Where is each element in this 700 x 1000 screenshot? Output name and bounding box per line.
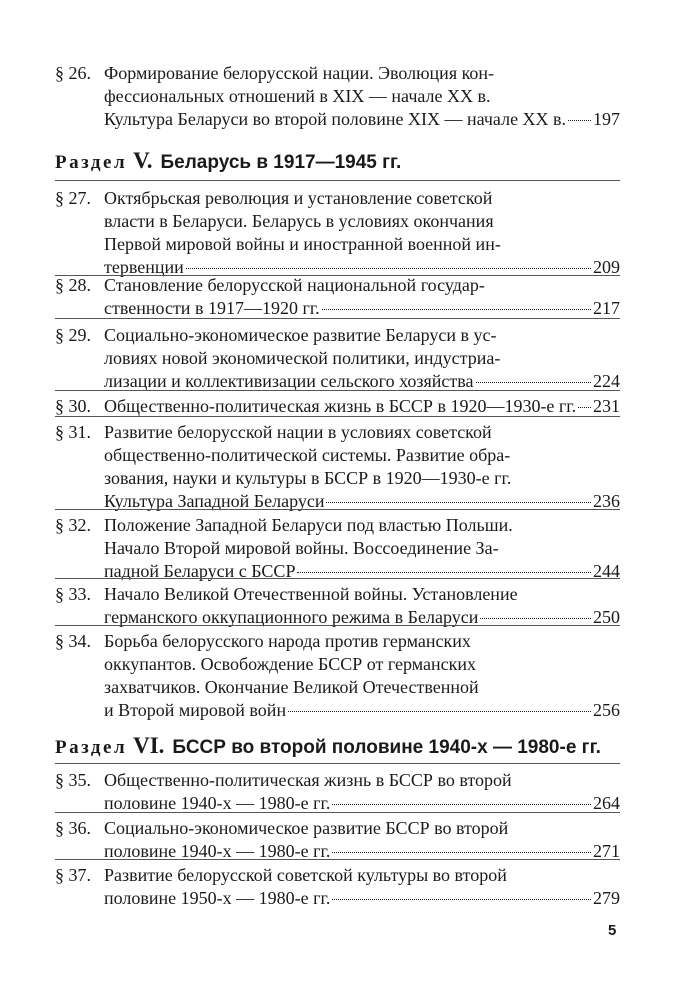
divider — [55, 625, 620, 626]
entry-page: 224 — [593, 371, 620, 391]
dot-leader — [288, 710, 591, 712]
entry-line: Положение Западной Беларуси под властью Польши. — [104, 515, 513, 535]
section-title: Беларусь в 1917—1945 гг. — [160, 152, 402, 173]
entry-line: и Второй мировой войн — [104, 700, 287, 720]
entry-line: оккупантов. Освобождение БССР от германских — [104, 654, 477, 674]
dot-leader — [568, 119, 591, 121]
entry-page: 217 — [593, 298, 620, 318]
entry-number: § 29. — [55, 325, 91, 345]
entry-line: ловиях новой экономической политики, индустриа- — [104, 348, 501, 368]
entry-number: § 36. — [55, 818, 91, 838]
divider — [55, 812, 620, 813]
entry-number: § 30. — [55, 396, 91, 416]
entry-line: зования, науки и культуры в БССР в 1920—1930-е гг. — [104, 468, 512, 488]
toc-entry[interactable] — [55, 630, 620, 722]
entry-number: § 37. — [55, 865, 91, 885]
entry-line: Развитие белорусской нации в условиях советской — [104, 422, 492, 442]
section-heading — [55, 733, 601, 759]
entry-page: 209 — [593, 257, 620, 277]
section-heading — [55, 148, 401, 174]
dot-leader — [578, 406, 591, 408]
toc-entry[interactable] — [55, 274, 620, 320]
entry-line: общественно-политической системы. Развитие обра- — [104, 445, 511, 465]
entry-page: 231 — [593, 396, 620, 416]
dot-leader — [326, 501, 591, 503]
entry-line: падной Беларуси с БССР — [104, 561, 296, 581]
divider — [55, 416, 620, 417]
toc-entry[interactable] — [55, 583, 620, 629]
entry-line: Начало Великой Отечественной войны. Установление — [104, 584, 518, 604]
toc-entry[interactable] — [55, 395, 620, 418]
entry-page: 264 — [593, 793, 620, 813]
section-title: БССР во второй половине 1940-х — 1980-е гг. — [172, 737, 601, 758]
dot-leader — [476, 381, 591, 383]
divider — [55, 180, 620, 181]
entry-number: § 35. — [55, 770, 91, 790]
entry-line: Борьба белорусского народа против германских — [104, 631, 471, 651]
entry-line: лизации и коллективизации сельского хозяйства — [104, 371, 474, 391]
toc-entry[interactable] — [55, 769, 620, 815]
entry-number: § 32. — [55, 515, 91, 535]
section-word: Раздел — [55, 737, 128, 758]
entry-number: § 31. — [55, 422, 91, 442]
entry-line: Первой мировой войны и иностранной военной ин- — [104, 234, 501, 254]
entry-line: Развитие белорусской советской культуры во второй — [104, 865, 507, 885]
toc-entry[interactable] — [55, 817, 620, 863]
entry-line: фессиональных отношений в XIX — начале XX в. — [104, 86, 491, 106]
dot-leader — [332, 803, 591, 805]
entry-line: Культура Западной Беларуси — [104, 491, 325, 511]
section-roman: VI. — [133, 733, 165, 758]
toc-entry[interactable] — [55, 514, 620, 583]
entry-line: Социально-экономическое развитие Беларуси в ус- — [104, 325, 497, 345]
entry-page: 250 — [593, 607, 620, 627]
entry-number: § 26. — [55, 63, 91, 83]
dot-leader — [332, 898, 591, 900]
dot-leader — [297, 571, 591, 573]
entry-line: Социально-экономическое развитие БССР во второй — [104, 818, 509, 838]
toc-entry[interactable] — [55, 864, 620, 910]
toc-entry[interactable] — [55, 187, 620, 279]
divider — [55, 390, 620, 391]
dot-leader — [332, 851, 591, 853]
entry-line: Культура Беларуси во второй половине XIX — начале XX в. — [104, 109, 567, 129]
entry-page: 271 — [593, 841, 620, 861]
divider — [55, 509, 620, 510]
entry-number: § 27. — [55, 188, 91, 208]
entry-line: ственности в 1917—1920 гг. — [104, 298, 320, 318]
toc-entry[interactable] — [55, 324, 620, 393]
page-number: 5 — [608, 922, 617, 939]
entry-line: Начало Второй мировой войны. Воссоединение За- — [104, 538, 499, 558]
entry-page: 244 — [593, 561, 620, 581]
entry-number: § 28. — [55, 275, 91, 295]
entry-number: § 33. — [55, 584, 91, 604]
dot-leader — [322, 308, 591, 310]
dot-leader — [480, 617, 591, 619]
section-word: Раздел — [55, 152, 128, 173]
divider — [55, 859, 620, 860]
divider — [55, 763, 620, 764]
toc-entry[interactable] — [55, 421, 620, 513]
entry-page: 279 — [593, 888, 620, 908]
entry-line: германского оккупационного режима в Беларуси — [104, 607, 479, 627]
entry-line: захватчиков. Окончание Великой Отечественной — [104, 677, 479, 697]
divider — [55, 578, 620, 579]
entry-line: Становление белорусской национальной государ- — [104, 275, 485, 295]
entry-number: § 34. — [55, 631, 91, 651]
entry-line: тервенции — [104, 257, 184, 277]
section-roman: V. — [133, 148, 153, 173]
entry-line: половине 1940-х — 1980-е гг. — [104, 841, 331, 861]
entry-page: 256 — [593, 700, 620, 720]
entry-page: 197 — [593, 109, 620, 129]
entry-line: половине 1940-х — 1980-е гг. — [104, 793, 331, 813]
toc-entry[interactable] — [55, 62, 620, 131]
entry-line: Октябрьская революция и установление советской — [104, 188, 493, 208]
dot-leader — [186, 267, 591, 269]
entry-line: Общественно-политическая жизнь в БССР во второй — [104, 770, 512, 790]
divider — [55, 318, 620, 319]
entry-line: Формирование белорусской нации. Эволюция кон- — [104, 63, 495, 83]
entry-line: Общественно-политическая жизнь в БССР в 1920—1930-е гг. — [104, 396, 577, 416]
entry-line: власти в Беларуси. Беларусь в условиях окончания — [104, 211, 494, 231]
entry-page: 236 — [593, 491, 620, 511]
entry-line: половине 1950-х — 1980-е гг. — [104, 888, 331, 908]
